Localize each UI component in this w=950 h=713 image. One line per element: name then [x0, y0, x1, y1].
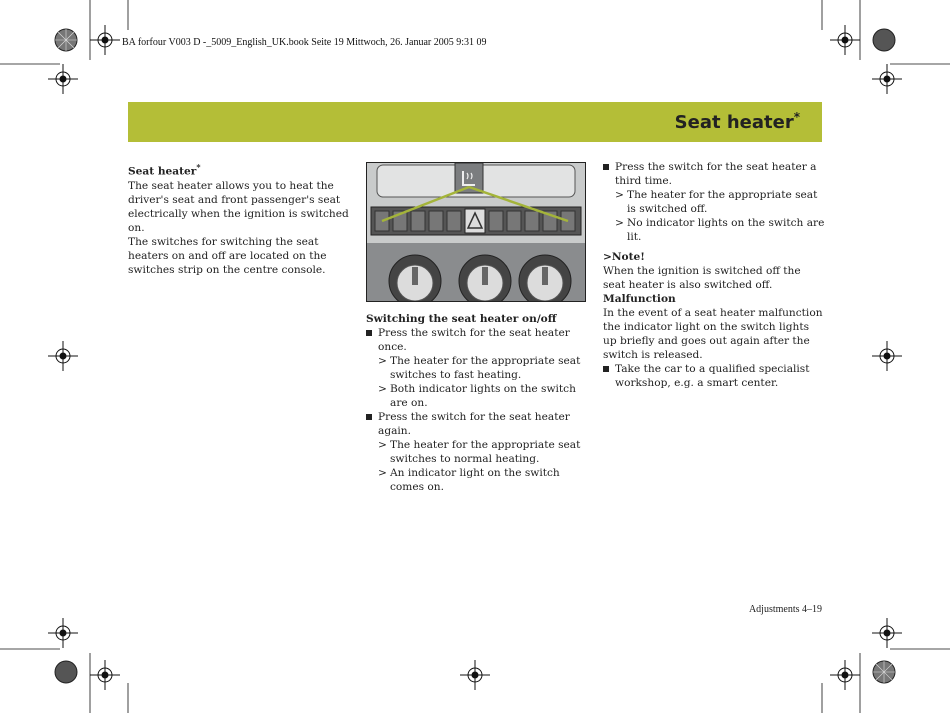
step-result: > An indicator light on the switch comes on.: [366, 466, 588, 494]
intro-paragraph: The switches for switching the seat heaters on and off are located on the switches strip on the centre console.: [128, 235, 327, 276]
starburst-mark-icon: [872, 660, 896, 684]
intro-heading: Seat heater*: [128, 162, 201, 178]
step-result: > Both indicator lights on the switch are on.: [366, 382, 588, 410]
note-heading: >Note!: [603, 251, 645, 263]
note-text: When the ignition is switched off the seat heater is also switched off.: [603, 265, 801, 291]
starburst-mark-icon: [872, 28, 896, 52]
column-notes: [603, 160, 825, 390]
registration-mark-icon: [48, 618, 78, 648]
step-result: > No indicator lights on the switch are lit.: [603, 216, 825, 244]
column-switching: [366, 312, 588, 494]
malfunction-heading: Malfunction: [603, 293, 676, 305]
registration-mark-icon: [830, 25, 860, 55]
section-title: Seat heater*: [674, 110, 800, 133]
registration-mark-icon: [830, 660, 860, 690]
intro-paragraph: The seat heater allows you to heat the driver's seat and front passenger's seat electrically when the ignition is switched on.: [128, 179, 349, 234]
step-result: > The heater for the appropriate seat is switched off.: [603, 188, 825, 216]
malfunction-step: Take the car to a qualified specialist workshop, e.g. a smart center.: [603, 362, 825, 390]
registration-mark-icon: [48, 64, 78, 94]
switching-heading: Switching the seat heater on/off: [366, 313, 557, 325]
step-result: > The heater for the appropriate seat switches to normal heating.: [366, 438, 588, 466]
registration-mark-icon: [872, 341, 902, 371]
registration-mark-icon: [460, 660, 490, 690]
column-intro: [128, 160, 350, 277]
console-illustration: [367, 163, 585, 301]
starburst-mark-icon: [54, 660, 78, 684]
registration-mark-icon: [90, 660, 120, 690]
registration-mark-icon: [872, 64, 902, 94]
step-result: > The heater for the appropriate seat switches to fast heating.: [366, 354, 588, 382]
console-photo: [366, 162, 586, 302]
step-item: Press the switch for the seat heater once.: [366, 326, 588, 354]
page-footer: Adjustments 4–19: [748, 604, 822, 615]
registration-mark-icon: [872, 618, 902, 648]
step-item: Press the switch for the seat heater again.: [366, 410, 588, 438]
section-banner: [128, 102, 822, 142]
step-item: Press the switch for the seat heater a third time.: [603, 160, 825, 188]
registration-mark-icon: [48, 341, 78, 371]
starburst-mark-icon: [54, 28, 78, 52]
print-header-line: BA forfour V003 D -_5009_English_UK.book Seite 19 Mittwoch, 26. Januar 2005 9:31 09: [122, 37, 487, 48]
registration-mark-icon: [90, 25, 120, 55]
malfunction-text: In the event of a seat heater malfunction the indicator light on the switch lights up briefly and goes out again after the switch is released.: [603, 307, 823, 361]
